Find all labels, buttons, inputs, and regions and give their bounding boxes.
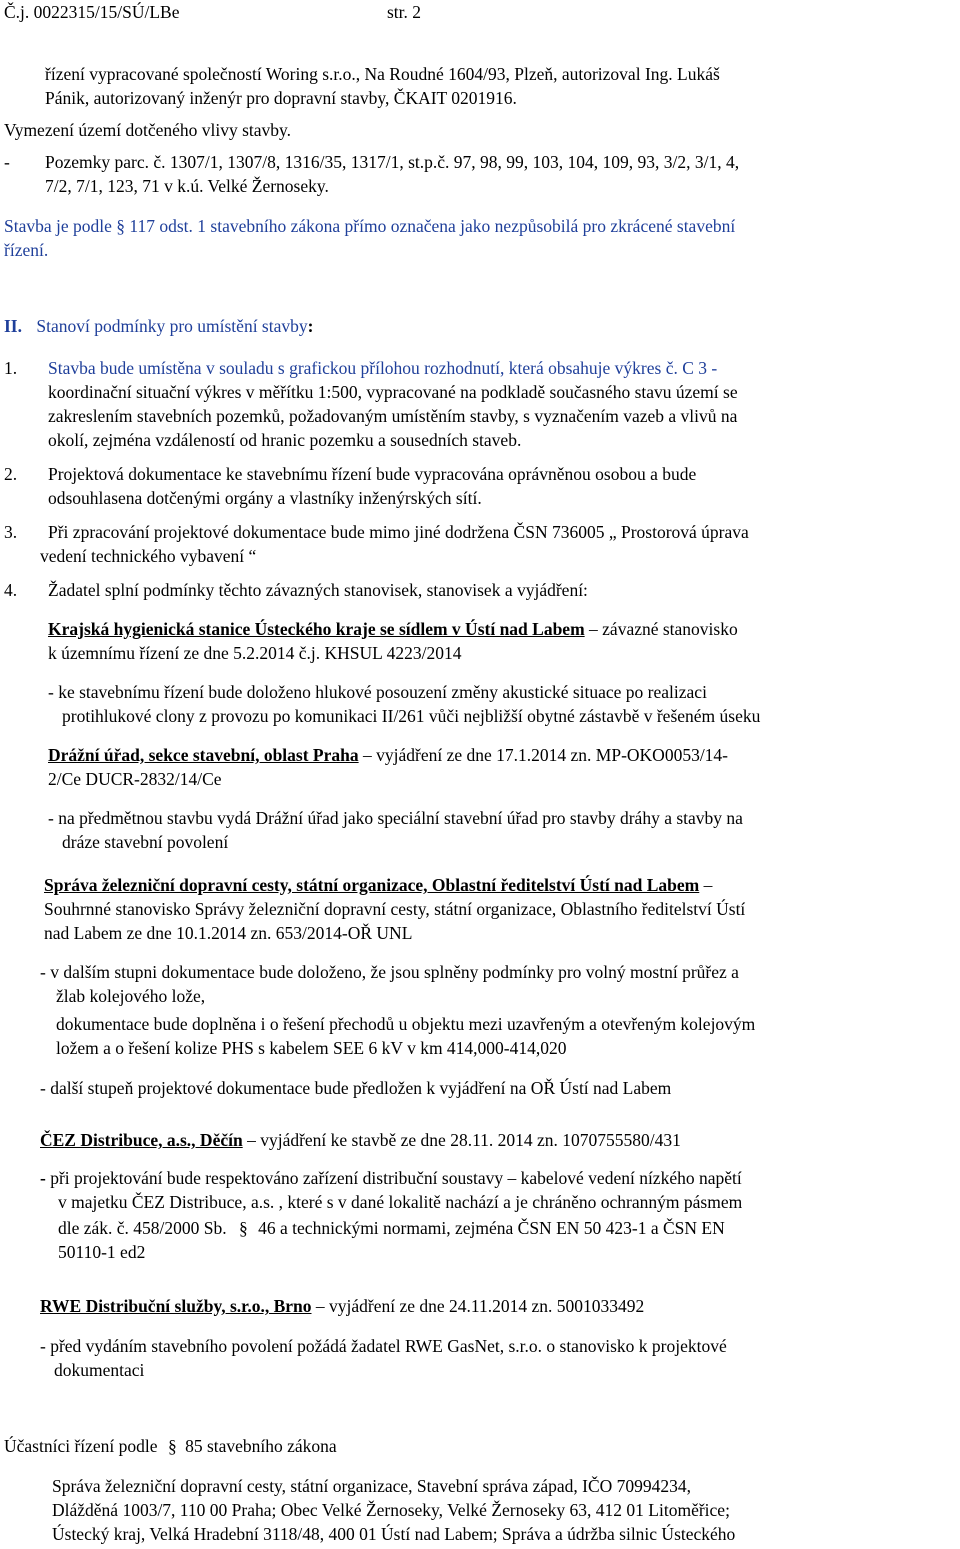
section-sign-ucastnici: § [167,1436,177,1456]
cez-rest: – vyjádření ke stavbě ze dne 28.11. 2014 zn. 1070755580/431 [242,1130,681,1150]
page-number: str. 2 [387,2,422,22]
cez-name: ČEZ Distribuce, a.s., Děčín [40,1130,243,1150]
stavba-statement [4,214,735,238]
section-roman: II. [4,316,22,336]
du-condition-1: - na předmětnou stavbu vydá Drážní úřad jako speciální stavební úřad pro stavby dráhy a stavby na [48,808,743,828]
stavba-text-c: řízení. [4,240,49,260]
item-2-number: 2. [4,464,18,484]
item-1-line-1: Stavba bude umístěna v souladu s grafickou přílohou rozhodnutí, která obsahuje výkres č. C 3 - [48,358,718,378]
rwe-name: RWE Distribuční služby, s.r.o., Brno [40,1296,312,1316]
ucastnici-b: 85 stavebního zákona [185,1436,337,1456]
item-1-line-4: okolí, zejména vzdáleností od hranic pozemku a sousedních staveb. [48,430,522,450]
cez-heading [40,1128,681,1152]
cez-condition-1 [40,1166,742,1190]
item-4-line-1: Žadatel splní podmínky těchto závazných stanovisek, stanovisek a vyjádření: [48,580,588,600]
du-rest-2: 2/Ce DUCR-2832/14/Ce [48,769,222,789]
item-1-line-2: koordinační situační výkres v měřítku 1:500, vypracované na podkladě současného stavu území se [48,382,738,402]
cez-condition-3 [58,1216,725,1240]
rwe-condition-1: - před vydáním stavebního povolení požádá žadatel RWE GasNet, s.r.o. o stanovisko k projektové [40,1336,727,1356]
item-1-number: 1. [4,358,18,378]
khs-heading [48,617,738,641]
section-sign-cez: § [239,1218,248,1238]
section-ii-heading [4,314,313,338]
szdc-line-2: Souhrnné stanovisko Správy železniční dopravní cesty, státní organizace, Oblastního ředitelství Ústí [44,899,746,919]
rwe-condition-2: dokumentaci [54,1360,145,1380]
item-2-line-2: odsouhlasena dotčenými orgány a vlastníky inženýrských sítí. [48,488,482,508]
rwe-heading [40,1294,644,1318]
cez-dash: - [40,1168,51,1188]
item-3-line-2: vedení technického vybavení “ [40,546,257,566]
intro-line-2: Pánik, autorizovaný inženýr pro dopravní stavby, ČKAIT 0201916. [45,88,517,108]
cez-c3a: dle zák. č. 458/2000 Sb. [58,1218,227,1238]
szdc-condition-2: - další stupeň projektové dokumentace bude předložen k vyjádření na OŘ Ústí nad Labem [40,1078,672,1098]
vymezeni-heading: Vymezení území dotčeného vlivy stavby. [4,120,292,140]
du-rest-1: – vyjádření ze dne 17.1.2014 zn. MP-OKO0053/14- [358,745,729,765]
cez-c1: při projektování bude respektováno zařízení distribuční soustavy – kabelové vedení nízkého napětí [50,1168,742,1188]
khs-rest-1: – závazné stanovisko [584,619,738,639]
szdc-line-3: nad Labem ze dne 10.1.2014 zn. 653/2014-OŘ UNL [44,923,413,943]
du-name: Drážní úřad, sekce stavební, oblast Praha [48,745,359,765]
szdc-name: Správa železniční dopravní cesty, státní organizace, Oblastní ředitelství Ústí nad Labem [44,875,700,895]
szdc-condition-1c: dokumentace bude doplněna i o řešení přechodů u objektu mezi uzavřeným a otevřeným kolejovým [56,1014,756,1034]
section-colon: : [307,316,314,336]
section-sign: § [116,216,126,236]
ucastnici-line-2: Dlážděná 1003/7, 110 00 Praha; Obec Velké Žernoseky, Velké Žernoseky 63, 412 01 Litoměřice; [52,1500,730,1520]
cez-condition-2: v majetku ČEZ Distribuce, a.s. , které s v dané lokalitě nachází a je chráněno ochranným pásmem [58,1192,743,1212]
ucastnici-a: Účastníci řízení podle [4,1436,158,1456]
stavba-text-a: Stavba je podle [4,216,112,236]
szdc-heading [44,873,712,897]
khs-rest-2: k územnímu řízení ze dne 5.2.2014 č.j. KHSUL 4223/2014 [48,643,462,663]
pozemky-dash: - [4,152,10,172]
khs-name: Krajská hygienická stanice Ústeckého kraje se sídlem v Ústí nad Labem [48,619,585,639]
intro-line-1: řízení vypracované společností Woring s.r.o., Na Roudné 1604/93, Plzeň, autorizoval Ing. Lukáš [45,64,720,84]
ucastnici-heading [4,1434,337,1458]
rwe-rest: – vyjádření ze dne 24.11.2014 zn. 5001033492 [311,1296,645,1316]
du-condition-2: dráze stavební povolení [62,832,229,852]
cez-condition-4: 50110-1 ed2 [58,1242,146,1262]
khs-condition-1: - ke stavebnímu řízení bude doloženo hlukové posouzení změny akustické situace po realizaci [48,682,707,702]
item-3-line-1: Při zpracování projektové dokumentace bude mimo jiné dodržena ČSN 736005 „ Prostorová úprava [48,522,749,542]
page-header [4,0,180,24]
pozemky-line-2: 7/2, 7/1, 123, 71 v k.ú. Velké Žernoseky. [45,176,329,196]
du-heading [48,743,728,767]
khs-condition-2: protihlukové clony z provozu po komunikaci II/261 vůči nejbližší obytné zástavbě v řešeném úseku [62,706,761,726]
item-3-number: 3. [4,522,18,542]
cez-c3b: 46 a technickými normami, zejména ČSN EN 50 423-1 a ČSN EN [258,1218,725,1238]
szdc-condition-1b: žlab kolejového lože, [56,986,206,1006]
section-title: Stanoví podmínky pro umístění stavby [36,316,308,336]
szdc-dash: – [699,875,713,895]
item-4-number: 4. [4,580,18,600]
pozemky-line-1: Pozemky parc. č. 1307/1, 1307/8, 1316/35, 1317/1, st.p.č. 97, 98, 99, 103, 104, 109, 93, 3/2, 3/1, 4, [45,152,740,172]
item-2-line-1: Projektová dokumentace ke stavebnímu řízení bude vypracována oprávněnou osobou a bude [48,464,697,484]
szdc-condition-1a: - v dalším stupni dokumentace bude doloženo, že jsou splněny podmínky pro volný mostní průřez a [40,962,739,982]
document-reference: Č.j. 0022315/15/SÚ/LBe [4,2,180,22]
ucastnici-line-3: Ústecký kraj, Velká Hradební 3118/48, 400 01 Ústí nad Labem; Správa a údržba silnic Ústeckého [52,1524,736,1544]
stavba-text-b: 117 odst. 1 stavebního zákona přímo označena jako nezpůsobilá pro zkrácené stavební [129,216,736,236]
item-1-line-3: zakreslením stavebních pozemků, požadovaným umístěním stavby, s vyznačením vazeb a vlivů na [48,406,738,426]
szdc-condition-1d: ložem a o řešení kolize PHS s kabelem SEE 6 kV v km 414,000-414,020 [56,1038,567,1058]
ucastnici-line-1: Správa železniční dopravní cesty, státní organizace, Stavební správa západ, IČO 70994234, [52,1476,692,1496]
